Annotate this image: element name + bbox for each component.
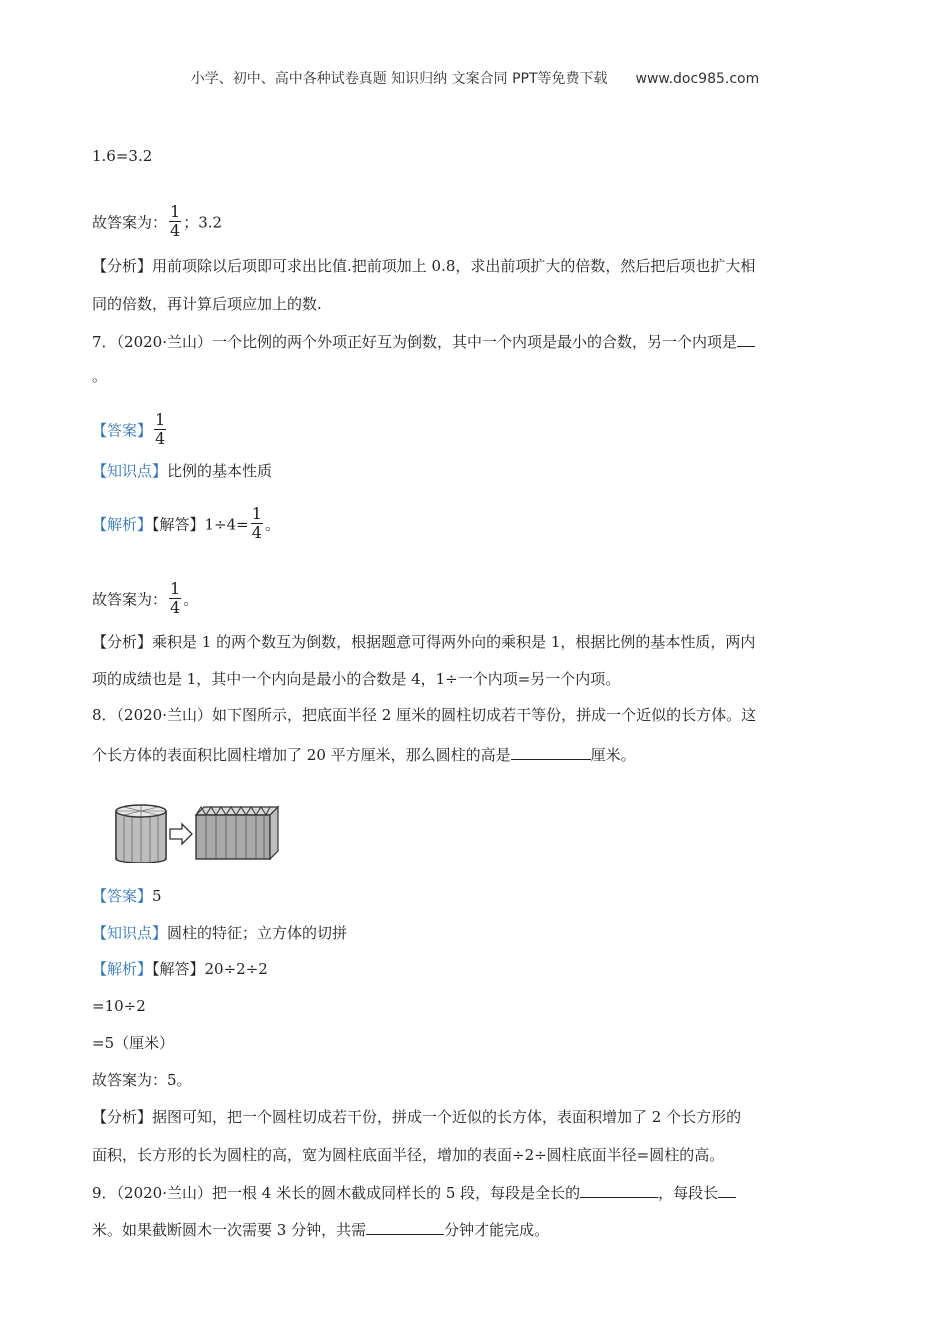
cylinder-to-cuboid-figure bbox=[112, 803, 282, 863]
page-header bbox=[0, 68, 950, 88]
q9-text-1: 9．（2020·兰山）把一根 4 米长的圆木截成同样长的 5 段，每段是全长的 ，每段长 bbox=[92, 1181, 736, 1203]
q8-solution: 【解析】【解答】20÷2÷2 bbox=[92, 960, 268, 978]
fraction: $\frac{1}{4}$ bbox=[170, 579, 181, 617]
q8-text-2: 个长方体的表面积比圆柱增加了 20 平方厘米，那么圆柱的高是 厘米。 bbox=[92, 743, 636, 765]
answer-blank bbox=[511, 743, 591, 760]
q7-text-2: 。 bbox=[92, 367, 108, 385]
q7-analysis-2: 项的成绩也是 1，其中一个内向是最小的合数是 4，1÷一个内项=另一个内项。 bbox=[92, 670, 621, 688]
q9-text-2: 米。如果截断圆木一次需要 3 分钟，共需 分钟才能完成。 bbox=[92, 1218, 549, 1240]
q7-final-answer: 故答案为： $\frac{1}{4}$ 。 bbox=[92, 579, 199, 617]
q8-answer: 【答案】5 bbox=[92, 887, 162, 905]
prev-answer-line: 故答案为： $\frac{1}{4}$ ；3.2 bbox=[92, 202, 223, 240]
header-site: www.doc985.com bbox=[635, 71, 760, 87]
prev-analysis-2: 同的倍数，再计算后项应加上的数. bbox=[92, 295, 322, 313]
q8-analysis-2: 面积，长方形的长为圆柱的高，宽为圆柱底面半径，增加的表面÷2÷圆柱底面半径=圆柱的高。 bbox=[92, 1146, 725, 1164]
q8-solution-step-3: =5（厘米） bbox=[92, 1034, 175, 1052]
q8-analysis-1: 【分析】据图可知，把一个圆柱切成若干份，拼成一个近似的长方体，表面积增加了 2 个长方形的 bbox=[92, 1108, 742, 1126]
answer-blank bbox=[366, 1218, 444, 1235]
cuboid-drawing bbox=[196, 807, 278, 859]
q7-analysis-1: 【分析】乘积是 1 的两个数互为倒数，根据题意可得两外向的乘积是 1，根据比例的基本性质，两内 bbox=[92, 633, 756, 651]
q8-knowledge-point: 【知识点】圆柱的特征；立方体的切拼 bbox=[92, 924, 348, 942]
prev-analysis-1: 【分析】用前项除以后项即可求出比值.把前项加上 0.8，求出前项扩大的倍数，然后把后项也扩大相 bbox=[92, 257, 756, 275]
fraction: $\frac{1}{4}$ bbox=[251, 504, 262, 542]
fraction: $\frac{1}{4}$ bbox=[170, 202, 181, 240]
prev-line1: 1.6=3.2 bbox=[92, 147, 153, 165]
q8-solution-step-2: =10÷2 bbox=[92, 997, 146, 1015]
q7-solution: 【解析】【解答】1÷4= $\frac{1}{4}$ 。 bbox=[92, 504, 280, 542]
cylinder-drawing bbox=[116, 805, 166, 863]
q7-knowledge-point: 【知识点】比例的基本性质 bbox=[92, 462, 273, 480]
answer-blank bbox=[737, 330, 755, 347]
q7-text-1: 7．（2020·兰山）一个比例的两个外项正好互为倒数，其中一个内项是最小的合数，另一个内项是 bbox=[92, 330, 755, 352]
header-text: 小学、初中、高中各种试卷真题 知识归纳 文案合同 PPT等免费下载 bbox=[190, 71, 608, 87]
fraction: $\frac{1}{4}$ bbox=[155, 410, 166, 448]
arrow-icon bbox=[170, 824, 192, 844]
q7-answer: 【答案】 $\frac{1}{4}$ bbox=[92, 410, 166, 448]
answer-blank bbox=[718, 1181, 736, 1198]
q8-text-1: 8．（2020·兰山）如下图所示，把底面半径 2 厘米的圆柱切成若干等份，拼成一个近似的长方体。这 bbox=[92, 706, 757, 724]
q8-final-answer: 故答案为：5。 bbox=[92, 1071, 192, 1089]
answer-blank bbox=[580, 1181, 658, 1198]
